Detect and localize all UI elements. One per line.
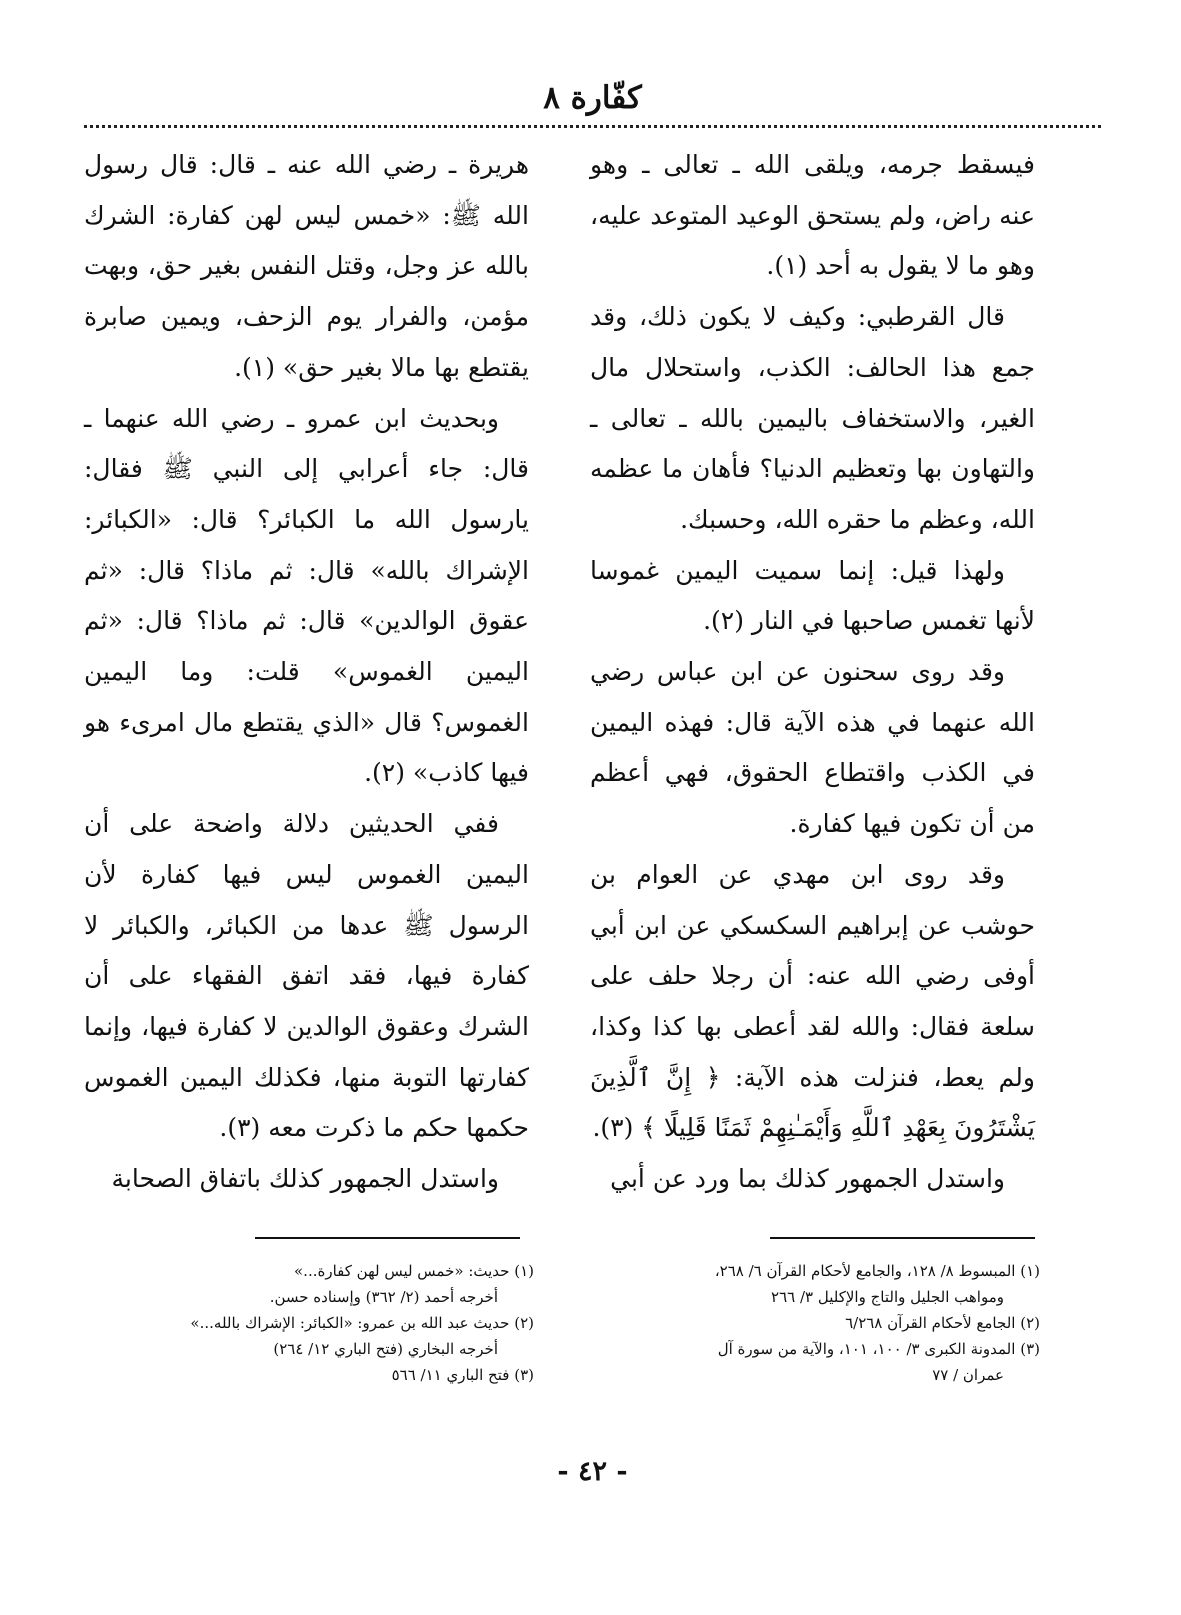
footnote — [84, 1310, 534, 1336]
left-text-column — [84, 140, 529, 1205]
footnote-text: المبسوط ٨/ ١٢٨، والجامع لأحكام القرآن ٦/ ٢٦٨، — [714, 1262, 1016, 1280]
paragraph: ففي الحديثين دلالة واضحة على أن اليمين الغموس ليس فيها كفارة لأن الرسول ﷺ عدها من الكبائر، والكبائر لا كفارة فيها، فقد اتفق الفقهاء على أن الشرك وعقوق الوالدين لا كفارة فيها، وإنما كفارتها التوبة منها، فكذلك اليمين الغموس حكمها حكم ما ذكرت معه (٣). — [84, 809, 529, 1143]
footnote-continuation: أخرجه أحمد (٢/ ٣٦٢) وإسناده حسن. — [269, 1288, 498, 1306]
footnote — [84, 1258, 534, 1284]
footnote — [590, 1336, 1040, 1362]
footnote-number: (٢) — [514, 1314, 534, 1332]
paragraph: قال القرطبي: وكيف لا يكون ذلك، وقد جمع هذا الحالف: الكذب، واستحلال مال الغير، والاستخفاف باليمين بالله ـ تعالى ـ والتهاون بها وتعظيم الدنيا؟ فأهان ما عظمه الله، وعظم ما حقره الله، وحسبك. — [590, 302, 1035, 534]
footnote-text: المدونة الكبرى ٣/ ١٠٠، ١٠١، والآية من سورة آل — [717, 1340, 1016, 1358]
footnote — [590, 1258, 1040, 1284]
footnote-number: (٣) — [1020, 1340, 1040, 1358]
footnote-continuation: عمران / ٧٧ — [932, 1366, 1004, 1384]
paragraph: وبحديث ابن عمرو ـ رضي الله عنهما ـ قال: جاء أعرابي إلى النبي ﷺ فقال: يارسول الله ما الكبائر؟ قال: «الكبائر: الإشراك بالله» قال: ثم ماذا؟ قال: «ثم عقوق الوالدين» قال: ثم ماذا؟ قال: «ثم اليمين الغموس» قلت: وما اليمين الغموس؟ قال «الذي يقتطع مال امرىء هو فيها كاذب» (٢). — [84, 403, 529, 788]
footnote — [84, 1362, 534, 1388]
footnote-text: فتح الباري ١١/ ٥٦٦ — [391, 1366, 510, 1384]
footnote-continuation: أخرجه البخاري (فتح الباري ١٢/ ٢٦٤) — [273, 1340, 498, 1358]
footnotes-right — [590, 1258, 1040, 1388]
paragraph: فيسقط جرمه، ويلقى الله ـ تعالى ـ وهو عنه راض، ولم يستحق الوعيد المتوعد عليه، وهو ما لا يقول به أحد (١). — [590, 150, 1035, 281]
right-text-column — [590, 140, 1035, 1205]
footnotes-left — [84, 1258, 534, 1388]
footnote-number: (١) — [514, 1262, 534, 1280]
paragraph: واستدل الجمهور كذلك باتفاق الصحابة — [111, 1164, 499, 1194]
paragraph: وقد روى سحنون عن ابن عباس رضي الله عنهما في هذه الآية قال: فهذه اليمين في الكذب واقتطاع الحقوق، فهي أعظم من أن تكون فيها كفارة. — [590, 657, 1035, 839]
paragraph: وقد روى ابن مهدي عن العوام بن حوشب عن إبراهيم السكسكي عن ابن أبي أوفى رضي الله عنه: أن رجلا حلف على سلعة فقال: والله لقد أعطى بها كذا وكذا، ولم يعط، فنزلت هذه الآية: ﴿ إِنَّ ٱلَّذِينَ يَشْتَرُونَ بِعَهْدِ ٱللَّهِ وَأَيْمَـٰنِهِمْ ثَمَنًا قَلِيلًا ﴾ (٣). — [590, 859, 1035, 1143]
footnote-number: (٢) — [1020, 1314, 1040, 1332]
footnote-text: حديث عبد الله بن عمرو: «الكبائر: الإشراك بالله...» — [190, 1314, 510, 1332]
footnote-continuation: ومواهب الجليل والتاج والإكليل ٣/ ٢٦٦ — [771, 1288, 1004, 1306]
paragraph: ولهذا قيل: إنما سميت اليمين غموسا لأنها تغمس صاحبها في النار (٢). — [590, 555, 1035, 636]
footnote — [590, 1310, 1040, 1336]
footnote-text: حديث: «خمس ليس لهن كفارة...» — [294, 1262, 510, 1280]
page-header: كفّارة ٨ — [543, 80, 642, 116]
footnote-text: الجامع لأحكام القرآن ٦/٢٦٨ — [845, 1314, 1016, 1332]
paragraph: واستدل الجمهور كذلك بما ورد عن أبي — [610, 1164, 1005, 1194]
paragraph: هريرة ـ رضي الله عنه ـ قال: قال رسول الله ﷺ: «خمس ليس لهن كفارة: الشرك بالله عز وجل، وقتل النفس بغير حق، وبهت مؤمن، والفرار يوم الزحف، ويمين صابرة يقتطع بها مالا بغير حق» (١). — [84, 150, 529, 382]
footnote-separator — [770, 1237, 1035, 1239]
footnote-separator — [255, 1237, 520, 1239]
page-number: - ٤٢ - — [557, 1456, 628, 1487]
header-dotted-rule — [84, 125, 1101, 128]
footnote-number: (١) — [1020, 1262, 1040, 1280]
footnote-number: (٣) — [514, 1366, 534, 1384]
